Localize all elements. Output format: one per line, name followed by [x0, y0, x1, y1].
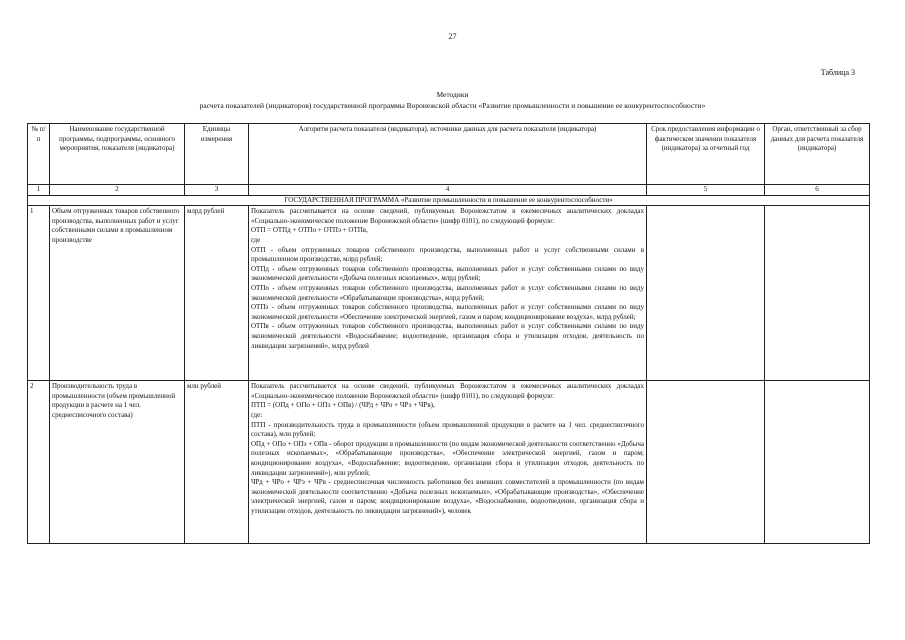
row-number: 2 [28, 381, 50, 544]
algorithm-line: где: [251, 410, 263, 419]
header-cell-body: Орган, ответственный за сбор данных для расчета показателя (индикатора) [765, 124, 870, 185]
header-cell-unit: Единицы измерения [185, 124, 249, 185]
algorithm-line: ПТП - производительность труда в промышленности (объем промышленной продукции в расчете на 1 чел. среднесписочного состава), млн рублей; [251, 420, 644, 439]
algorithm-line: ОТПэ - объем отгруженных товаров собственного производства, выполненных работ и услуг собственными силами по виду экономической деятельности «Обеспечение электрической энергией, газом и паром; кондиционирование воздуха», млрд рублей; [251, 303, 644, 321]
indicator-name: Объем отгруженных товаров собственного производства, выполненных работ и услуг собственными силами в промышленном производстве [50, 206, 185, 381]
header-cell-deadline: Срок предоставления информации о фактическом значении показателя (индикатора) за отчетный год [647, 124, 765, 185]
formula-line: ПТП = (ОПд + ОПо + ОПэ + ОПв) / (ЧРд + ЧРо + ЧРэ + ЧРв), [251, 401, 435, 410]
program-title: ГОСУДАРСТВЕННАЯ ПРОГРАММА «Развитие промышленности и повышение ее конкурентоспособности» [28, 195, 870, 206]
page-number: 27 [448, 32, 457, 41]
row-number: 1 [28, 206, 50, 381]
algorithm-line: ОПд + ОПо + ОПэ + ОПв - оборот продукции в промышленности (по видам экономической деятельности соответственно «Добыча полезных ископаемых», «Обрабатывающие производства», «Обеспечение электрической энергией, газом и паром; кондиционирование воздуха», «Водоснабжение; водоотведение, организация сбора и утилизации отходов, деятельность по ликвидации загрязнений»), млн рублей; [251, 439, 644, 477]
table-row [28, 381, 870, 544]
unit-cell: млрд рублей [185, 206, 249, 381]
formula-line: ОТП = ОТПд + ОТПо + ОТПэ + ОТПв, [251, 226, 368, 235]
deadline-cell [647, 381, 765, 544]
unit-cell: млн рублей [185, 381, 249, 544]
program-title-row [28, 195, 870, 206]
column-number: 2 [50, 185, 185, 196]
header-cell-num: № п/п [28, 124, 50, 185]
algorithm-cell [249, 381, 647, 544]
column-number: 5 [647, 185, 765, 196]
table-subtitle: расчета показателей (индикаторов) государственной программы Воронежской области «Развитие промышленности и повышение ее конкурентоспособности» [199, 101, 706, 110]
methodology-table [27, 123, 870, 544]
table-row [28, 206, 870, 381]
indicator-name: Производительность труда в промышленности (объем промышленной продукции в расчете на 1 чел. среднесписочного состава) [50, 381, 185, 544]
algorithm-line: Показатель рассчитывается на основе сведений, публикуемых Воронежстатом в ежемесячных аналитических докладах «Социально-экономическое положение Воронежской области» (шифр 0101), по следующей формуле: [251, 382, 644, 400]
column-number-row [28, 185, 870, 196]
header-cell-name: Наименование государственной программы, подпрограммы, основного мероприятия, показателя (индикатора) [50, 124, 185, 185]
deadline-cell [647, 206, 765, 381]
table-label: Таблица 3 [820, 68, 855, 77]
column-number: 1 [28, 185, 50, 196]
algorithm-line: ОТП - объем отгруженных товаров собственного производства, выполненных работ и услуг собственными силами в промышленном производстве, млрд рублей; [251, 245, 644, 264]
table-title: Методики [436, 90, 469, 99]
header-cell-algorithm: Алгоритм расчета показателя (индикатора), источники данных для расчета показателя (индикатора) [249, 124, 647, 185]
algorithm-line: Показатель рассчитывается на основе сведений, публикуемых Воронежстатом в ежемесячных аналитических докладах «Социально-экономическое положение Воронежской области» (шифр 0101), по следующей формуле: [251, 207, 644, 225]
header-row [28, 124, 870, 185]
algorithm-line: где [251, 235, 261, 244]
algorithm-line: ОТПд - объем отгруженных товаров собственного производства, выполненных работ и услуг собственными силами по виду экономической деятельности «Добыча полезных ископаемых», млрд рублей; [251, 264, 644, 283]
algorithm-line: ОТПо - объем отгруженных товаров собственного производства, выполненных работ и услуг собственными силами по виду экономической деятельности «Обрабатывающие производства», млрд рублей; [251, 283, 644, 302]
column-number: 4 [249, 185, 647, 196]
algorithm-cell [249, 206, 647, 381]
responsible-body-cell [765, 381, 870, 544]
column-number: 6 [765, 185, 870, 196]
algorithm-line: ЧРд + ЧРо + ЧРэ + ЧРв - среднесписочная численность работников без внешних совместителей в промышленности (по видам экономической деятельности соответственно «Добыча полезных ископаемых», «Обрабатывающие производства», «Обеспечение электрической энергией, газом и паром; кондиционирование воздуха», «Водоснабжение, водоотведение, организация сбора и утилизации отходов, деятельность по ликвидации загрязнений»), человек [251, 478, 644, 515]
responsible-body-cell [765, 206, 870, 381]
algorithm-line: ОТПв - объем отгруженных товаров собственного производства, выполненных работ и услуг собственными силами по виду экономической деятельности «Водоснабжение; водоотведение, организация сбора и утилизация отходов, деятельность по ликвидации загрязнений», млрд рублей [251, 322, 644, 350]
column-number: 3 [185, 185, 249, 196]
